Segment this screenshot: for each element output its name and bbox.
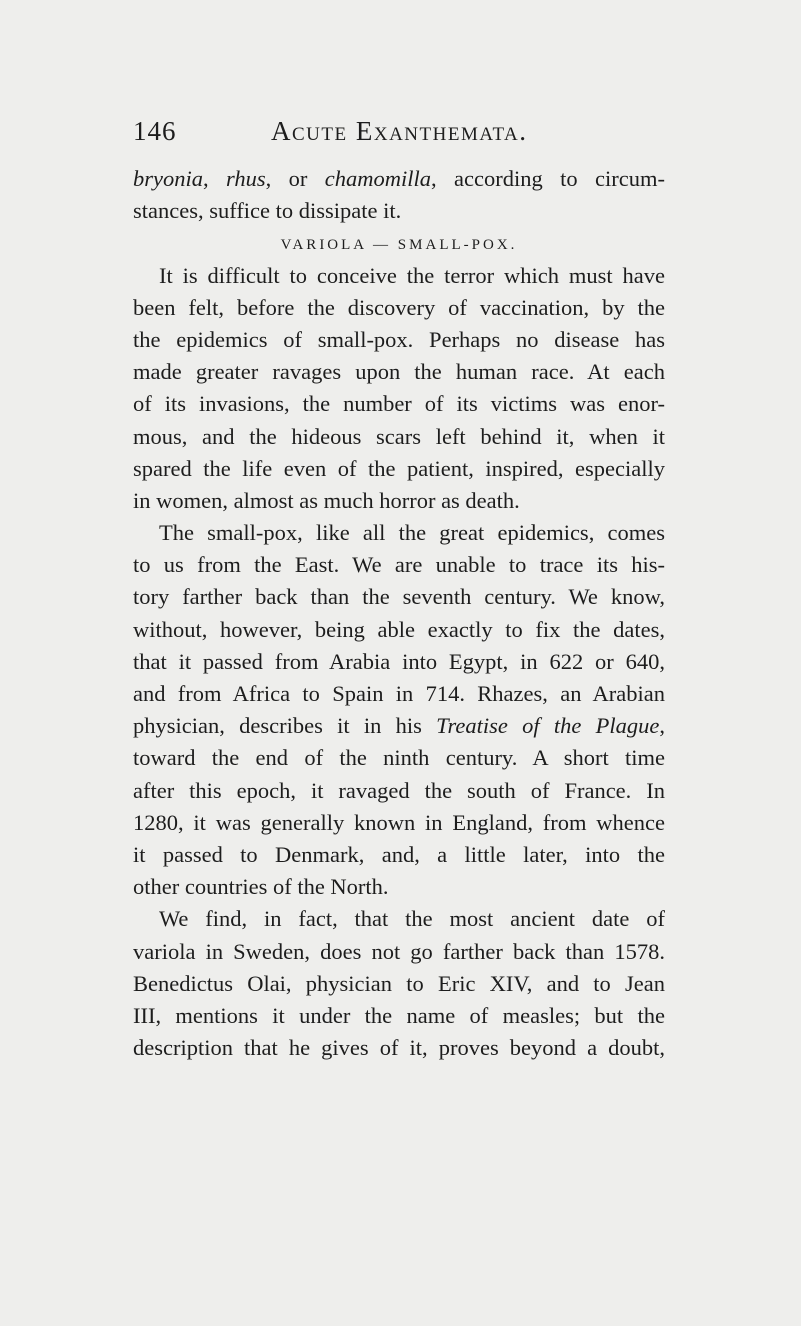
text-run: after this epoch, it ravaged the south of France. In [133, 777, 665, 803]
text-line [133, 807, 665, 839]
text-line [133, 421, 665, 453]
text-run: physician, describes it in his [133, 713, 437, 739]
text-run: toward the end of the ninth century. A short time [133, 745, 665, 771]
text-line [133, 517, 665, 549]
text-run: , or [265, 166, 325, 191]
page-number: 146 [133, 116, 177, 146]
text-line [133, 356, 665, 388]
text-line [133, 453, 665, 485]
text-line [133, 710, 665, 742]
text-line [133, 678, 665, 710]
text-run: stances, suffice to dissipate it. [133, 198, 402, 224]
text-run: mous, and the hideous scars left behind it, when it [133, 423, 665, 449]
text-run: We find, in fact, that the most ancient date of [159, 906, 665, 932]
text-line [133, 549, 665, 581]
text-run: been felt, before the discovery of vaccination, by the [133, 294, 665, 320]
text-run: 1280, it was generally known in England, from whence [133, 809, 665, 835]
text-line [133, 968, 665, 1000]
text-run: it passed to Denmark, and, a little later, into the [133, 841, 665, 867]
text-run: variola in Sweden, does not go farther back than 1578. [133, 938, 665, 964]
text-run: Benedictus Olai, physician to Eric XIV, and to Jean [133, 970, 665, 996]
running-header [133, 116, 673, 156]
text-line [133, 839, 665, 871]
italic-text: bryonia [133, 166, 203, 191]
text-line [133, 324, 665, 356]
text-run: the epidemics of small-pox. Perhaps no disease has [133, 326, 665, 352]
text-run: , according to circum- [431, 166, 665, 191]
text-line [133, 936, 665, 968]
text-run: made greater ravages upon the human race. At each [133, 359, 665, 385]
italic-text: Treatise of the Plague [436, 713, 660, 739]
text-run: III, mentions it under the name of measles; but the [133, 1002, 665, 1028]
text-run: It is difficult to conceive the terror which must have [159, 262, 665, 288]
text-line [133, 614, 665, 646]
text-line [133, 581, 665, 613]
text-run: description that he gives of it, proves beyond a doubt, [133, 1035, 665, 1061]
text-run: VARIOLA — SMALL-POX. [280, 237, 518, 254]
section-heading [133, 227, 665, 259]
italic-text: rhus [226, 166, 266, 191]
text-run: , [659, 713, 665, 739]
text-line [133, 195, 665, 227]
text-run: to us from the East. We are unable to trace its his- [133, 552, 665, 578]
text-run: tory farther back than the seventh century. We know, [133, 584, 665, 610]
text-line [133, 1032, 665, 1064]
text-run: in women, almost as much horror as death. [133, 487, 520, 513]
text-run: , [203, 166, 227, 191]
text-run: other countries of the North. [133, 874, 389, 900]
text-run: and from Africa to Spain in 714. Rhazes, an Arabian [133, 681, 665, 706]
text-run: that it passed from Arabia into Egypt, in 622 or 640, [133, 648, 665, 674]
text-run: spared the life even of the patient, inspired, especially [133, 455, 665, 481]
text-line [133, 163, 665, 195]
text-line [133, 871, 665, 903]
text-line [133, 292, 665, 324]
text-run: The small-pox, like all the great epidemics, comes [159, 520, 665, 546]
body-text [133, 163, 665, 1064]
text-line [133, 260, 665, 292]
text-run: without, however, being able exactly to fix the dates, [133, 616, 665, 642]
text-line [133, 485, 665, 517]
text-line [133, 742, 665, 774]
text-line [133, 646, 665, 678]
italic-text: chamomilla [324, 166, 432, 191]
text-line [133, 1000, 665, 1032]
text-line [133, 903, 665, 935]
text-run: of its invasions, the number of its victims was enor- [133, 391, 665, 417]
running-title: Acute Exanthemata. [271, 116, 528, 146]
text-line [133, 775, 665, 807]
text-line [133, 388, 665, 420]
